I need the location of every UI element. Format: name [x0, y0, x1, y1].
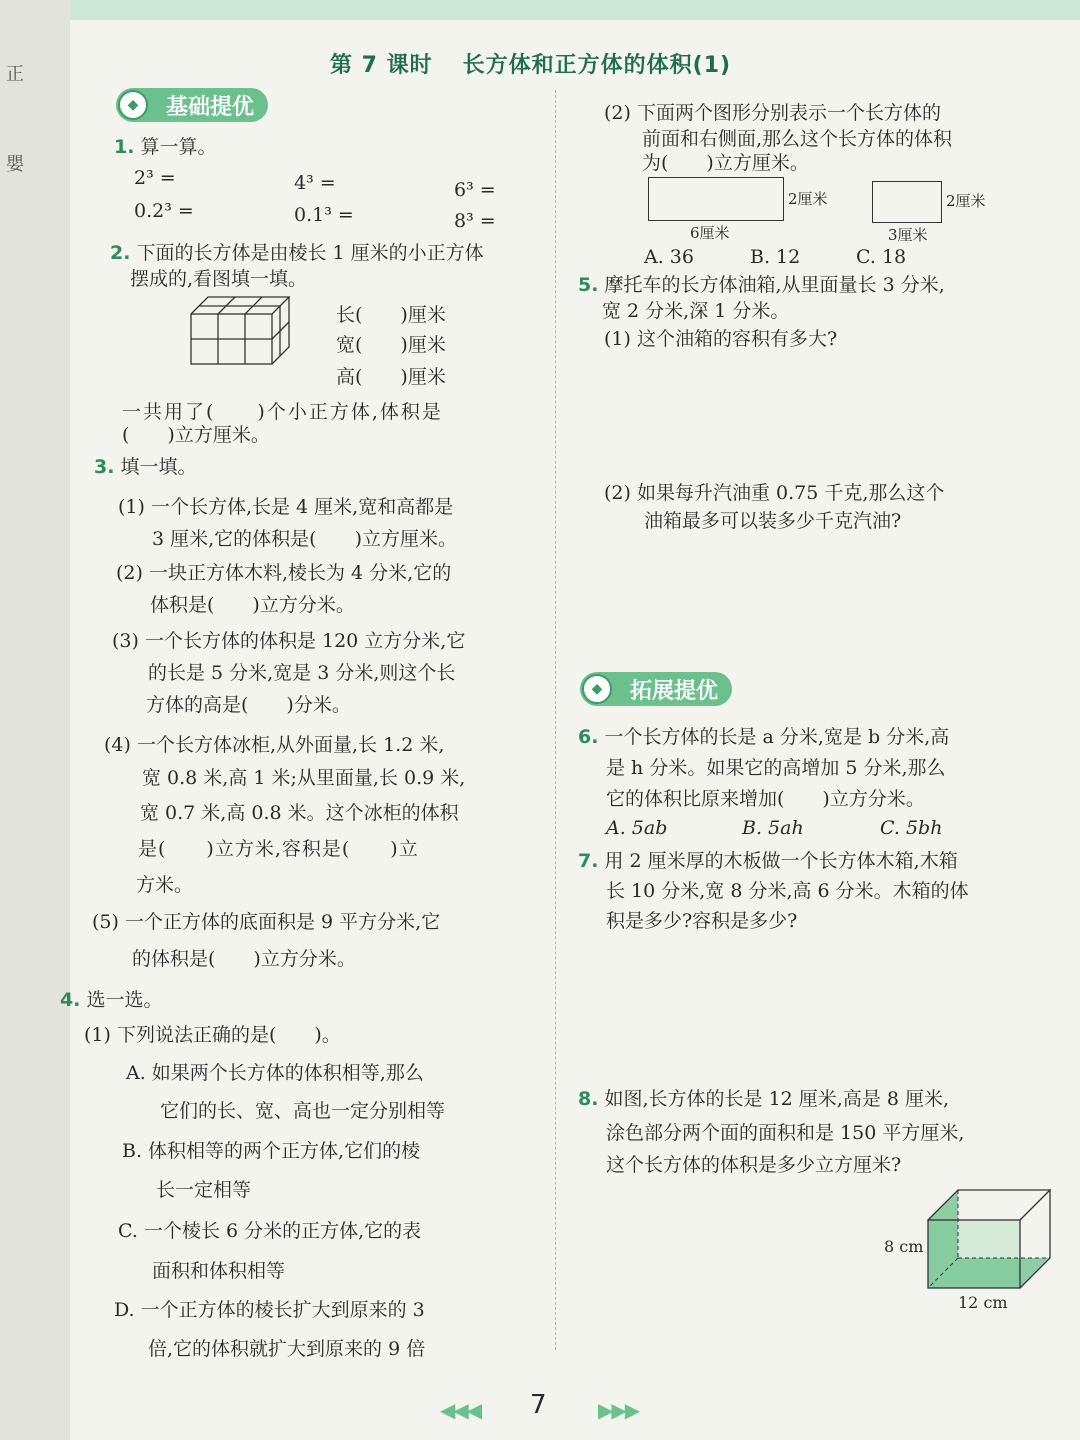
question-number: 1. — [114, 136, 135, 158]
cuboid-figure — [920, 1184, 1060, 1294]
left-arrows-icon: ◀◀◀ — [440, 1398, 481, 1422]
q1-item: 6³ = — [454, 179, 496, 201]
q4-option: D. 一个正方体的棱长扩大到原来的 3 — [114, 1299, 425, 1321]
q4-option: 它们的长、宽、高也一定分别相等 — [160, 1100, 446, 1122]
q3-line: (1) 一个长方体,长是 4 厘米,宽和高都是 — [118, 496, 454, 518]
q3-line: 的长是 5 分米,宽是 3 分米,则这个长 — [148, 662, 456, 684]
q3-line: (4) 一个长方体冰柜,从外面量,长 1.2 米, — [104, 734, 445, 756]
cuboid-height-label: 8 cm — [884, 1237, 924, 1256]
q5-line: (1) 这个油箱的容积有多大? — [604, 328, 838, 350]
q1 — [114, 132, 217, 162]
q2-line: ( )立方厘米。 — [122, 424, 270, 446]
fig-label: 2厘米 — [788, 190, 828, 208]
q1-item: 0.2³ = — [134, 200, 194, 222]
fig-label: 2厘米 — [946, 192, 986, 210]
q5-line: 油箱最多可以装多少千克汽油? — [644, 510, 902, 532]
q2-width: 宽( )厘米 — [336, 334, 446, 356]
q3-line: 3 厘米,它的体积是( )立方厘米。 — [152, 528, 457, 550]
column-divider — [555, 90, 556, 1350]
badge-icon: ◆ — [118, 90, 148, 120]
q3-line: 是( )立方米,容积是( )立 — [138, 838, 419, 860]
q6-line: 它的体积比原来增加( )立方分米。 — [606, 788, 925, 810]
q7-line: 长 10 分米,宽 8 分米,高 6 分米。木箱的体 — [606, 880, 969, 902]
front-face-rect — [648, 177, 784, 221]
q2-line: 摆成的,看图填一填。 — [130, 268, 308, 290]
question-number: 2. — [110, 242, 131, 264]
q7-line: 积是多少?容积是多少? — [606, 910, 798, 932]
top-band — [70, 0, 1080, 20]
right-arrows-icon: ▶▶▶ — [598, 1398, 639, 1422]
q6-line: 是 h 分米。如果它的高增加 5 分米,那么 — [606, 757, 946, 779]
q8-text: 如图,长方体的长是 12 厘米,高是 8 厘米, — [604, 1088, 950, 1110]
q4-option: C. 一个棱长 6 分米的正方体,它的表 — [118, 1220, 422, 1242]
lesson-name: 长方体和正方体的体积(1) — [462, 53, 732, 78]
q4-option: B. 12 — [750, 246, 801, 268]
question-stem: 选一选。 — [86, 989, 163, 1011]
q5-line: (2) 如果每升汽油重 0.75 千克,那么这个 — [604, 482, 945, 504]
q5-text: 摩托车的长方体油箱,从里面量长 3 分米, — [604, 274, 945, 296]
previous-page-edge — [0, 0, 70, 1440]
question-number: 8. — [578, 1088, 599, 1110]
q1-item: 2³ = — [134, 167, 176, 189]
q3-line: (3) 一个长方体的体积是 120 立方分米,它 — [112, 630, 466, 652]
q4-line: (1) 下列说法正确的是( )。 — [84, 1024, 341, 1046]
q7-text: 用 2 厘米厚的木板做一个长方体木箱,木箱 — [604, 850, 958, 872]
side-face-rect — [872, 181, 942, 223]
q6-line — [578, 722, 949, 752]
q6-text: 一个长方体的长是 a 分米,宽是 b 分米,高 — [604, 726, 950, 748]
page-title — [330, 48, 731, 79]
q4-option: A. 如果两个长方体的体积相等,那么 — [126, 1062, 424, 1084]
q2-length: 长( )厘米 — [336, 304, 446, 326]
lesson-number: 第 7 课时 — [330, 53, 433, 78]
q4-option: C. 18 — [856, 246, 907, 268]
q1-item: 4³ = — [294, 172, 336, 194]
q4-option: A. 36 — [644, 246, 694, 268]
q4 — [60, 985, 163, 1015]
section-title: 拓展提优 — [630, 678, 719, 704]
q2-text: 下面的长方体是由棱长 1 厘米的小正方体 — [136, 242, 484, 264]
q3-line: (2) 一块正方体木料,棱长为 4 分米,它的 — [116, 562, 452, 584]
q4-line: 为( )立方厘米。 — [642, 152, 809, 174]
q3 — [94, 452, 197, 482]
q4-option: 长一定相等 — [156, 1179, 252, 1201]
question-number: 7. — [578, 850, 599, 872]
q6-option: C. 5bh — [880, 817, 943, 839]
question-number: 3. — [94, 456, 115, 478]
q4-option: 倍,它的体积就扩大到原来的 9 倍 — [148, 1338, 426, 1360]
section-badge-basic — [116, 88, 268, 122]
q5-line: 宽 2 分米,深 1 分米。 — [602, 300, 790, 322]
q1-item: 0.1³ = — [294, 204, 354, 226]
q7-line — [578, 846, 958, 876]
fig-label: 6厘米 — [690, 224, 730, 242]
q2-line: 一共用了( )个小正方体,体积是 — [122, 401, 443, 423]
q3-line: 方体的高是( )分米。 — [146, 694, 351, 716]
q4-line: 前面和右侧面,那么这个长方体的体积 — [642, 128, 953, 150]
question-number: 4. — [60, 989, 81, 1011]
q3-line: (5) 一个正方体的底面积是 9 平方分米,它 — [92, 911, 441, 933]
q4-option: 面积和体积相等 — [152, 1260, 286, 1282]
question-stem: 算一算。 — [140, 136, 217, 158]
cube-stack-figure — [186, 292, 296, 372]
q1-item: 8³ = — [454, 210, 496, 232]
question-number: 6. — [578, 726, 599, 748]
q3-line: 宽 0.8 米,高 1 米;从里面量,长 0.9 米, — [142, 767, 466, 789]
section-title: 基础提优 — [166, 94, 255, 120]
question-number: 5. — [578, 274, 599, 296]
section-badge-extend — [580, 672, 732, 706]
q8-line — [578, 1084, 949, 1114]
badge-icon: ◆ — [582, 674, 612, 704]
q4-option: B. 体积相等的两个正方体,它们的棱 — [122, 1140, 421, 1162]
q3-line: 方米。 — [136, 874, 194, 896]
fig-label: 3厘米 — [888, 226, 928, 244]
edge-char: 嬰 — [6, 154, 24, 175]
cuboid-length-label: 12 cm — [958, 1293, 1008, 1312]
q3-line: 宽 0.7 米,高 0.8 米。这个冰柜的体积 — [140, 802, 459, 824]
q6-option: A. 5ab — [606, 817, 668, 839]
q2-height: 高( )厘米 — [336, 366, 446, 388]
q3-line: 体积是( )立方分米。 — [150, 594, 355, 616]
question-stem: 填一填。 — [120, 456, 197, 478]
edge-char: 正 — [6, 64, 24, 85]
q8-line: 涂色部分两个面的面积和是 150 平方厘米, — [606, 1122, 965, 1144]
q4-line: (2) 下面两个图形分别表示一个长方体的 — [604, 102, 941, 124]
q8-line: 这个长方体的体积是多少立方厘米? — [606, 1154, 902, 1176]
q6-option: B. 5ah — [742, 817, 804, 839]
page-number: 7 — [530, 1390, 547, 1420]
q3-line: 的体积是( )立方分米。 — [132, 948, 356, 970]
